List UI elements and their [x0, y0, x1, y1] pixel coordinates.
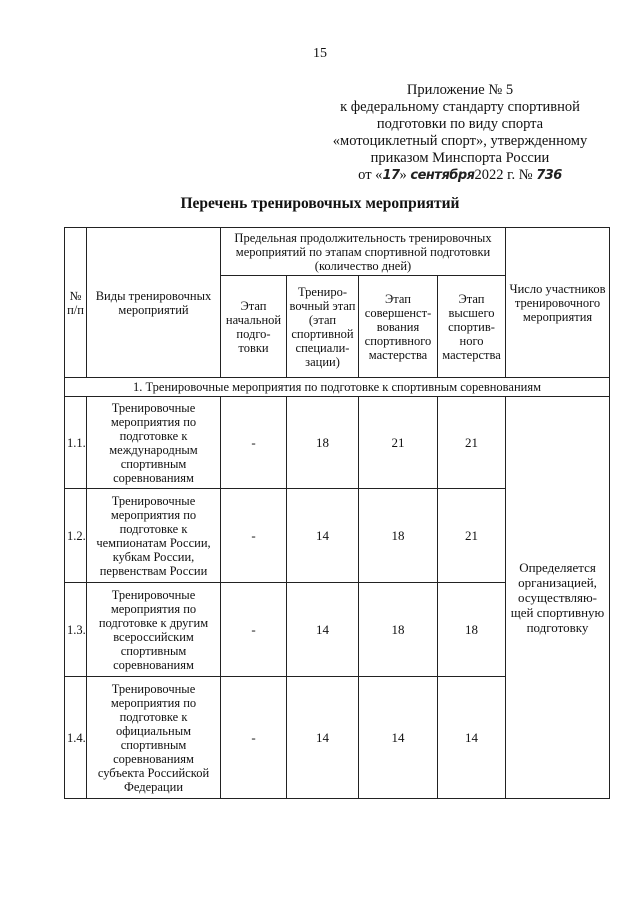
- row-stage-1: -: [221, 489, 287, 583]
- header-stage-4: Этап высшего спортив-ного мастерства: [438, 276, 506, 378]
- participants-value: Определяется организацией, осуществляю-щей спортивную подготовку: [506, 397, 610, 799]
- page-number: 15: [313, 46, 327, 61]
- table-row: [65, 397, 610, 489]
- row-stage-2: 14: [287, 583, 359, 677]
- document-title: Перечень тренировочных мероприятий: [180, 195, 460, 212]
- header-row: [65, 228, 610, 276]
- row-stage-3: 18: [359, 489, 438, 583]
- date-year: 2022 г. №: [474, 167, 533, 183]
- row-stage-4: 14: [438, 677, 506, 799]
- row-stage-4: 21: [438, 489, 506, 583]
- order-date-line: [330, 167, 590, 184]
- row-stage-2: 14: [287, 677, 359, 799]
- row-number: 1.2.: [65, 489, 87, 583]
- section-row: [65, 378, 610, 397]
- date-prefix: от «: [358, 167, 383, 183]
- section-1-title: 1. Тренировочные мероприятия по подготовке к спортивным соревнованиям: [65, 378, 610, 397]
- row-stage-3: 18: [359, 583, 438, 677]
- row-number: 1.3.: [65, 583, 87, 677]
- row-stage-2: 14: [287, 489, 359, 583]
- appendix-line-1: Приложение № 5: [406, 82, 514, 98]
- row-number: 1.1.: [65, 397, 87, 489]
- row-stage-3: 14: [359, 677, 438, 799]
- order-number-handwritten: 736: [536, 168, 562, 183]
- header-stage-2: Трениро-вочный этап (этап спортивной специали-зации): [287, 276, 359, 378]
- appendix-line-4: «мотоциклетный спорт», утвержденному: [332, 133, 588, 149]
- appendix-line-5: приказом Минспорта России: [370, 150, 550, 166]
- row-number: 1.4.: [65, 677, 87, 799]
- header-stage-3: Этап совершенст-вования спортивного мастерства: [359, 276, 438, 378]
- row-name: Тренировочные мероприятия по подготовке к другим всероссийским спортивным соревнованиям: [87, 583, 221, 677]
- row-stage-2: 18: [287, 397, 359, 489]
- row-stage-1: -: [221, 397, 287, 489]
- header-participants: Число участников тренировочного мероприятия: [506, 228, 610, 378]
- header-types: Виды тренировочных мероприятий: [87, 228, 221, 378]
- appendix-line-3: подготовки по виду спорта: [376, 116, 544, 132]
- appendix-block: [330, 82, 590, 184]
- training-events-table: [64, 227, 610, 799]
- appendix-line-2: к федеральному стандарту спортивной: [340, 99, 580, 115]
- row-name: Тренировочные мероприятия по подготовке к чемпионатам России, кубкам России, первенствам России: [87, 489, 221, 583]
- header-num: № п/п: [65, 228, 87, 378]
- row-name: Тренировочные мероприятия по подготовке к официальным спортивным соревнованиям субъекта Российской Федерации: [87, 677, 221, 799]
- date-day-handwritten: 17: [382, 168, 400, 183]
- row-stage-1: -: [221, 677, 287, 799]
- header-stage-1: Этап начальной подго-товки: [221, 276, 287, 378]
- row-stage-4: 18: [438, 583, 506, 677]
- header-duration: Предельная продолжительность тренировочных мероприятий по этапам спортивной подготовки (количество дней): [221, 228, 506, 276]
- row-stage-3: 21: [359, 397, 438, 489]
- date-mid: »: [399, 167, 407, 183]
- row-stage-1: -: [221, 583, 287, 677]
- date-month-handwritten: сентября: [410, 168, 475, 183]
- row-name: Тренировочные мероприятия по подготовке к международным спортивным соревнованиям: [87, 397, 221, 489]
- row-stage-4: 21: [438, 397, 506, 489]
